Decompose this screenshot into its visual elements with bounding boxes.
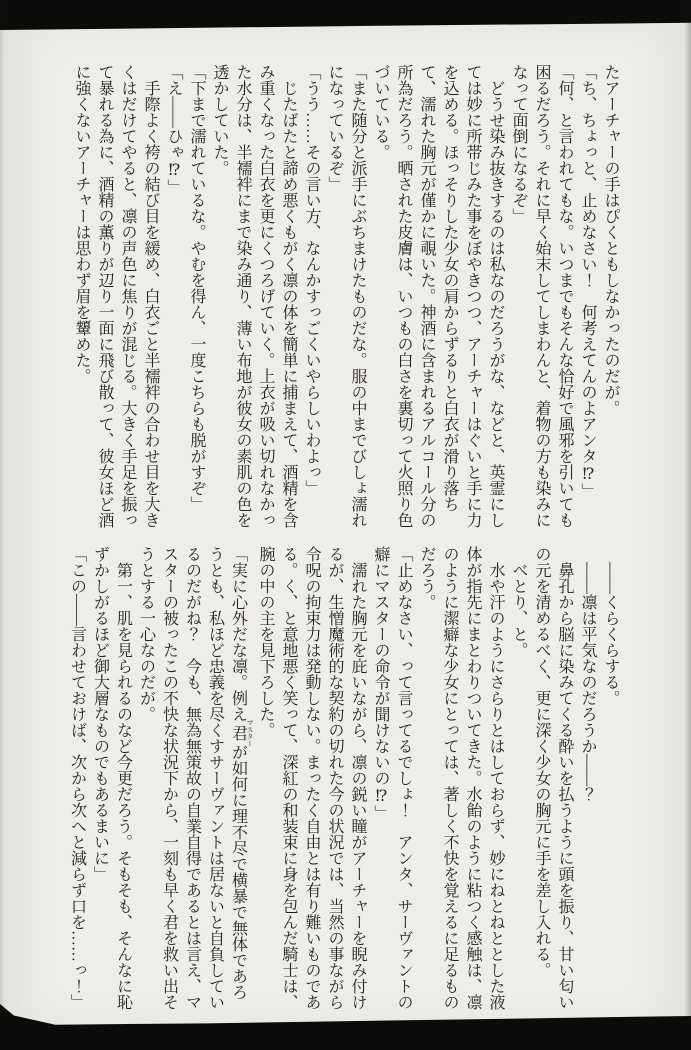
paragraph: 水や汗のようにさらりとはしておらず、妙にねとねととした液体が指先にまとわりついてきた。水飴のように粘つく感触は、凛のように潔癖な少女にとっては、著しく不快を覚えるに足るものだろう。	[418, 546, 504, 1010]
scan-border-top	[0, 0, 691, 30]
paragraph: じたばたと諦め悪くもがく凛の体を簡単に捕まえて、酒精を含み重くなった白衣を更にくつろげていく。上衣が吸い切れなかった水分は、半襦袢にまで染み通り、薄い布地が彼女の素肌の色を透かしていた。	[211, 64, 297, 528]
paragraph: 「ち、ちょっと、止めなさい！ 何考えてんのよアンタ⁉」	[579, 64, 596, 499]
paragraph: どうせ染み抜きするのは私なのだろうがな、などと、英霊にしては妙に所帯じみた事をぼやきつつ、アーチャーはぐいと手に力を込める。ほっそりした少女の肩からずるりと白衣が滑り落ちて、濡れた胸元が僅かに覗いた。神酒に含まれるアルコール分の所為だろう。晒された皮膚は、いつもの白さを裏切って火照り色づいている。	[372, 64, 504, 528]
paragraph: 濡れた胸元を庇いながら、凛の鋭い瞳がアーチャーを睨み付けるが、生憎魔術的な契約の切れた今の状況では、当然の事ながら令呪の拘束力は発動しない。まったく自由とは有り難いものである。く、と意地悪く笑って、深紅の和装束に身を包んだ騎士は、腕の中の主を見下ろした。	[257, 546, 366, 1010]
paragraph: 第一、肌を見られるのなど今更だろう。そもそも、そんなに恥ずかしがるほど御大層なものでもあるまいに」	[91, 546, 132, 1010]
paragraph: 鼻孔から脳に染みてくる酔いを払うように頭を振り、甘い匂いの元を清めるべく、更に深く少女の胸元に手を差し入れる。	[533, 546, 573, 1010]
paragraph: 「この――言わせておけば、次から次へと減らず口を……っ！」	[68, 546, 86, 1010]
paragraph: 「止めなさい、って言ってるでしょ！ アンタ、サーヴァントの癖にマスターの命令が聞けないの⁉」	[372, 546, 412, 1010]
paragraph: 手際よく袴の結び目を緩め、白衣ごと半襦袢の合わせ目を大きくはだけてやると、凛の声色に焦りが混じる。大きく手足を振って暴れる為に、酒精の薫りが辺り一面に飛び散って、彼女ほど酒に強くないアーチャーは思わず眉を顰めた。	[73, 64, 159, 528]
paragraph: ――凛は平気なのだろうか――？	[579, 562, 596, 802]
paragraph: ――くらくらする。	[602, 562, 619, 706]
paragraph: 「うう……その言い方、なんかすっごくいやらしいわよっ」	[303, 64, 320, 496]
paragraph: 「下まで濡れているな。やむを得ん、一度こちらも脱がすぞ」	[188, 64, 205, 512]
page-edge-shadow-left	[0, 0, 5, 1050]
text-block-top	[70, 64, 622, 530]
text-block-bottom	[66, 546, 623, 1012]
paragraph: 「また随分と派手にぶちまけたものだな。服の中までびしょ濡れになっているぞ」	[326, 64, 366, 528]
page-edge-shadow-right	[684, 0, 691, 1050]
paragraph: 「実に心外だな凛。例え君 マスターが如何に理不尽で横暴で無体であろうとも、私ほど忠義を尽くすサーヴァントは居ないと自負しているのだがね？ 今も、無為無策故の自業自得であるとは言え、マスターの被ったこの不快な状況下から、一刻も早く君を救い出そうとする一心なのだが。	[137, 546, 254, 1010]
ruby-annotated-word: 君 マスター	[229, 719, 254, 747]
paragraph: 「え――ひゃ⁉」	[165, 64, 182, 195]
paragraph: たアーチャーの手はぴくともしなかったのだが。	[602, 64, 619, 416]
paragraph: べとり、と。	[510, 562, 527, 658]
paragraph: 「何、と言われてもな。いつまでもそんな恰好で風邪を引いても困るだろう。それに早く始末してしまわんと、着物の方も染みになって面倒になるぞ」	[510, 64, 573, 528]
